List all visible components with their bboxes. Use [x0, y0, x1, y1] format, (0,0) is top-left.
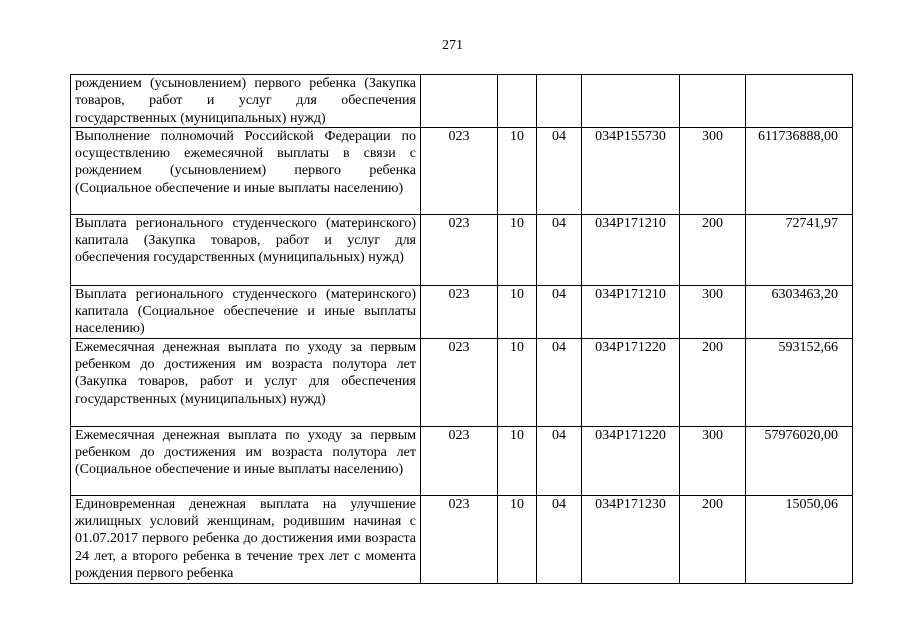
- row-expense-type: [680, 75, 746, 128]
- row-section: 10: [498, 127, 537, 214]
- row-admin-code: 023: [421, 127, 498, 214]
- row-subsection: 04: [537, 127, 582, 214]
- row-description: рождением (усыновлением) первого ребенка (Закупка товаров, работ и услуг для обеспечения государственных (муниципальных) нужд): [71, 75, 421, 128]
- row-amount: 15050,06: [746, 495, 853, 583]
- row-expense-type: 300: [680, 127, 746, 214]
- table-row: [71, 285, 853, 338]
- row-target-article: 034P171220: [582, 338, 680, 426]
- row-admin-code: 023: [421, 285, 498, 338]
- row-subsection: [537, 75, 582, 128]
- row-section: 10: [498, 495, 537, 583]
- row-description: Выплата регионального студенческого (материнского) капитала (Социальное обеспечение и иные выплаты населению): [71, 285, 421, 338]
- page-number: 271: [442, 38, 463, 53]
- row-description: Выплата регионального студенческого (материнского) капитала (Закупка товаров, работ и услуг для обеспечения государственных (муниципальных) нужд): [71, 214, 421, 285]
- row-description: Ежемесячная денежная выплата по уходу за первым ребенком до достижения им возраста полутора лет (Социальное обеспечение и иные выплаты населению): [71, 426, 421, 495]
- table-row: [71, 338, 853, 426]
- row-subsection: 04: [537, 285, 582, 338]
- row-description: Ежемесячная денежная выплата по уходу за первым ребенком до достижения им возраста полутора лет (Закупка товаров, работ и услуг для обеспечения государственных (муниципальных) нужд): [71, 338, 421, 426]
- table-row: [71, 426, 853, 495]
- row-expense-type: 300: [680, 426, 746, 495]
- row-subsection: 04: [537, 426, 582, 495]
- row-target-article: [582, 75, 680, 128]
- row-target-article: 034P171210: [582, 285, 680, 338]
- row-admin-code: 023: [421, 426, 498, 495]
- budget-table: [70, 74, 853, 584]
- row-expense-type: 200: [680, 214, 746, 285]
- row-section: [498, 75, 537, 128]
- table-row: [71, 127, 853, 214]
- table-row: [71, 75, 853, 128]
- row-admin-code: 023: [421, 214, 498, 285]
- row-target-article: 034P171220: [582, 426, 680, 495]
- row-admin-code: [421, 75, 498, 128]
- row-section: 10: [498, 285, 537, 338]
- row-amount: 6303463,20: [746, 285, 853, 338]
- row-target-article: 034P171230: [582, 495, 680, 583]
- row-admin-code: 023: [421, 338, 498, 426]
- row-subsection: 04: [537, 495, 582, 583]
- row-subsection: 04: [537, 214, 582, 285]
- row-amount: 611736888,00: [746, 127, 853, 214]
- row-subsection: 04: [537, 338, 582, 426]
- row-admin-code: 023: [421, 495, 498, 583]
- row-amount: 593152,66: [746, 338, 853, 426]
- row-description: Выполнение полномочий Российской Федерации по осуществлению ежемесячной выплаты в связи с рождением (усыновлением) первого ребенка (Социальное обеспечение и иные выплаты населению): [71, 127, 421, 214]
- row-amount: 72741,97: [746, 214, 853, 285]
- row-expense-type: 300: [680, 285, 746, 338]
- row-description: Единовременная денежная выплата на улучшение жилищных условий женщинам, родившим начиная с 01.07.2017 первого ребенка до достижения ими возраста 24 лет, а второго ребенка в течение трех лет с момента рождения первого ребенка: [71, 495, 421, 583]
- row-amount: 57976020,00: [746, 426, 853, 495]
- row-section: 10: [498, 426, 537, 495]
- row-expense-type: 200: [680, 495, 746, 583]
- row-amount: [746, 75, 853, 128]
- row-target-article: 034P171210: [582, 214, 680, 285]
- table-row: [71, 214, 853, 285]
- row-section: 10: [498, 338, 537, 426]
- table-row: [71, 495, 853, 583]
- row-expense-type: 200: [680, 338, 746, 426]
- row-section: 10: [498, 214, 537, 285]
- row-target-article: 034P155730: [582, 127, 680, 214]
